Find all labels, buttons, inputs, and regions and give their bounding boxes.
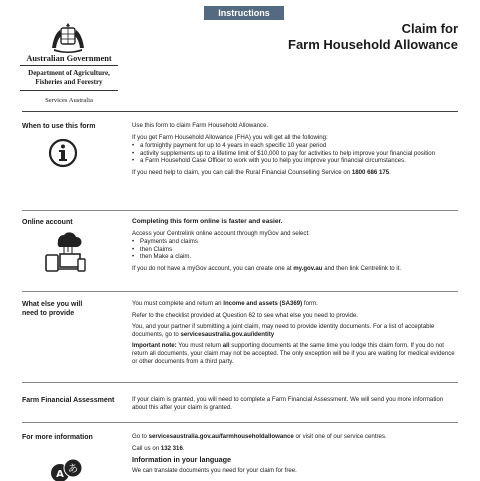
- paragraph: [132, 323, 458, 338]
- section-body: [132, 122, 458, 181]
- section-divider: [22, 291, 458, 292]
- text: form.: [303, 300, 318, 307]
- section-body: [132, 218, 458, 277]
- section-label: When to use this form: [22, 123, 96, 130]
- fha-link[interactable]: servicesaustralia.gov.au/farmhouseholdallowance: [148, 433, 294, 440]
- paragraph: [132, 265, 458, 273]
- text: supporting documents at the same time you lodge this claim form. If you do not return all documents, your claim may not be accepted. The only exception will be if you are waiting for medical evidence or other documents from a third party.: [132, 342, 455, 365]
- mygov-link[interactable]: my.gov.au: [293, 264, 323, 272]
- list-item: • a Farm Household Case Officer to work with you to help you improve your financial circumstances.: [132, 157, 458, 165]
- form-title-line-2: Farm Household Allowance: [288, 37, 458, 52]
- agency-name: Services Australia: [45, 97, 93, 104]
- paragraph: [132, 445, 458, 453]
- section-label: Online account: [22, 219, 73, 226]
- bullet-list: [132, 142, 458, 165]
- section-body: [132, 433, 458, 478]
- section-label: For more information: [22, 434, 93, 441]
- section-body: [132, 300, 458, 369]
- department-line-1: Department of Agriculture,: [28, 69, 110, 77]
- coat-of-arms-icon: [48, 22, 88, 54]
- paragraph: Refer to the checklist provided at Question 62 to see what else you need to provide.: [132, 311, 358, 319]
- text: .: [182, 444, 185, 452]
- text: or visit one of our service centres.: [295, 433, 387, 440]
- paragraph: [132, 342, 458, 365]
- info-icon: [48, 138, 78, 168]
- svg-text:A: A: [56, 469, 64, 480]
- bullet-list: [132, 238, 458, 261]
- list-item: • then Claims: [132, 246, 458, 254]
- gov-rule-2: [20, 90, 118, 91]
- section-divider: [22, 422, 458, 423]
- language-icon: [50, 459, 84, 481]
- paragraph: Use this form to claim Farm Household Allowance.: [132, 122, 269, 129]
- paragraph: [132, 169, 458, 177]
- header-rule: [22, 111, 458, 112]
- phone-number: 1800 686 175: [351, 168, 390, 176]
- text: and then link Centrelink to it.: [324, 264, 402, 272]
- list-item: • Payments and claims: [132, 238, 458, 246]
- phone-number: 132 316: [160, 444, 183, 452]
- government-identity: [20, 54, 118, 104]
- text: If you do not have a myGov account, you can create one at: [132, 264, 292, 272]
- online-devices-icon: [42, 228, 88, 274]
- form-title: [288, 21, 458, 53]
- subheading-language: Information in your language: [132, 455, 232, 465]
- paragraph: [132, 433, 458, 441]
- important-note-label: Important note:: [132, 342, 177, 350]
- text: If you need help to claim, you can call the Rural Financial Counselling Service on: [132, 168, 351, 176]
- label-line: What else you will: [22, 301, 83, 308]
- section-label: [22, 300, 122, 318]
- list-item: • then Make a claim.: [132, 253, 458, 261]
- text: .: [389, 168, 391, 176]
- paragraph: If you get Farm Household Allowance (FHA) you will get all the following:: [132, 133, 328, 141]
- department-line-2: Fisheries and Forestry: [35, 77, 103, 86]
- paragraph: [132, 300, 458, 308]
- paragraph: Access your Centrelink online account through myGov and select:: [132, 229, 310, 237]
- section-divider: [22, 210, 458, 211]
- paragraph: If your claim is granted, you will need to complete a Farm Financial Assessment. We will send you more information about this after your claim is granted.: [132, 396, 444, 411]
- gov-rule: [20, 65, 118, 66]
- text: Go to: [132, 433, 147, 440]
- government-name: Australian Government: [26, 54, 112, 63]
- list-item: • activity supplements up to a lifetime limit of $10,000 to pay for activities to help improve your financial position: [132, 150, 458, 158]
- section-divider: [22, 382, 458, 383]
- text: You must complete and return an: [132, 300, 222, 307]
- label-line: need to provide: [22, 310, 75, 317]
- text: You must return: [178, 342, 222, 350]
- lead-text: Completing this form online is faster and easier.: [132, 218, 283, 225]
- text: You, and your partner if submitting a joint claim, may need to provide identity documents. For a list of acceptable documents, go to: [132, 323, 435, 338]
- form-title-line-1: Claim for: [401, 21, 458, 36]
- instructions-tab: Instructions: [204, 6, 284, 20]
- text: Call us on: [132, 444, 160, 452]
- form-reference: Income and assets (SA369): [223, 300, 303, 307]
- paragraph: We can translate documents you need for your claim for free.: [132, 466, 297, 474]
- section-label: Farm Financial Assessment: [22, 397, 115, 404]
- list-item: • a fortnightly payment for up to 4 years in each specific 10 year period: [132, 142, 458, 150]
- emphasis: all: [222, 342, 230, 350]
- identity-link[interactable]: servicesaustralia.gov.au/identity: [180, 330, 275, 338]
- svg-text:あ: あ: [68, 464, 78, 475]
- section-body: [132, 396, 458, 415]
